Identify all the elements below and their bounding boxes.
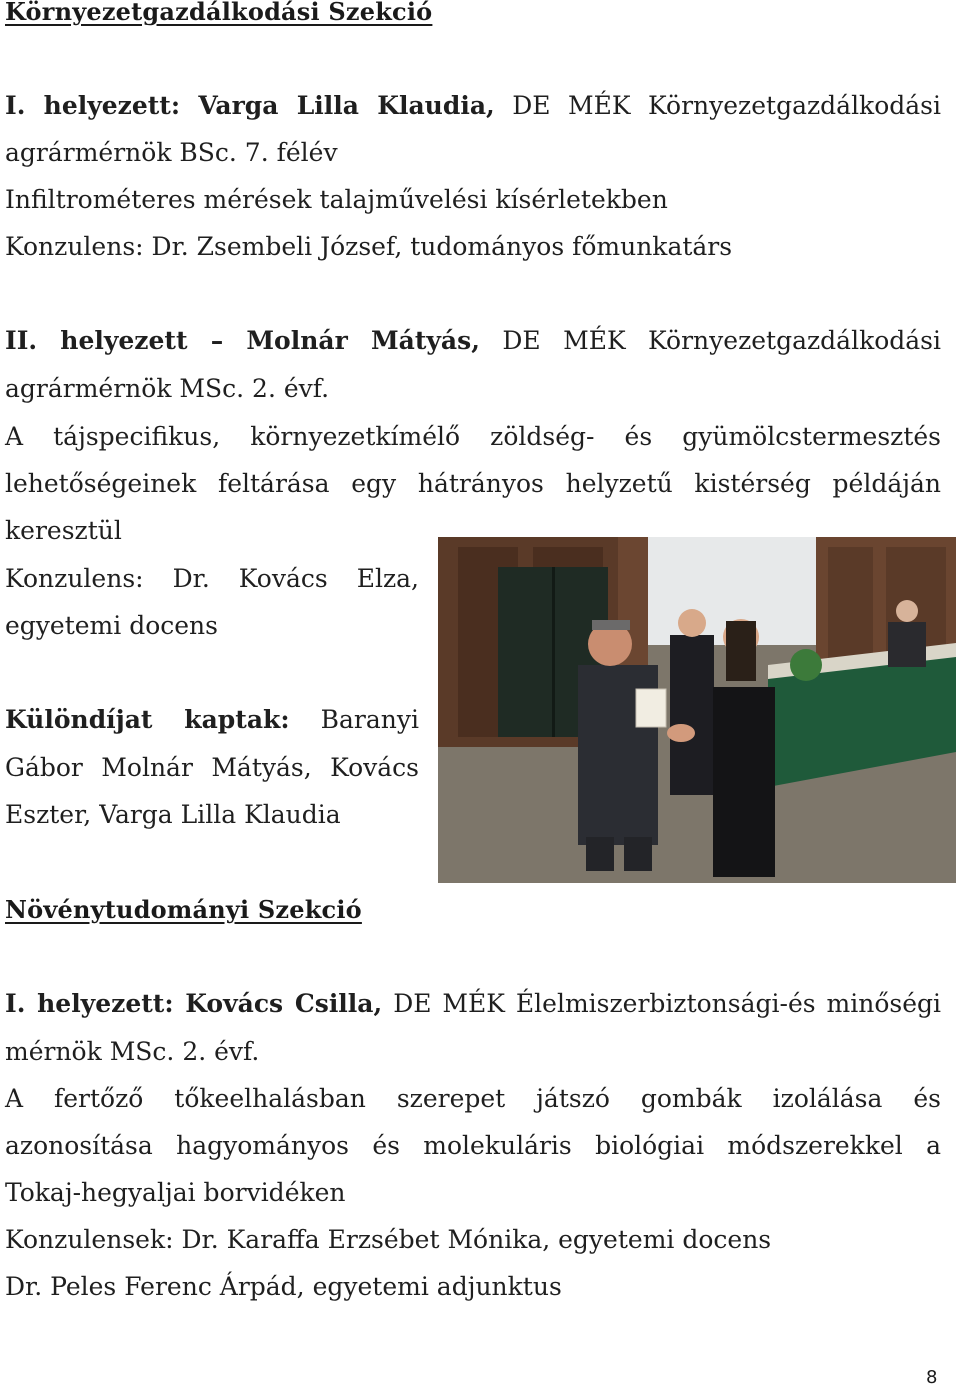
env-second-consultant-l1: Konzulens: Dr. Kovács Elza, bbox=[5, 564, 419, 593]
env-second-lead-rest: DE MÉK Környezetgazdálkodási bbox=[502, 326, 942, 355]
env-special-l3: Eszter, Varga Lilla Klaudia bbox=[5, 800, 341, 829]
plant-first-title-l3: Tokaj-hegyaljai borvidéken bbox=[5, 1178, 346, 1207]
env-first-title: Infiltrométeres mérések talajművelési kísérletekben bbox=[5, 185, 668, 214]
award-ceremony-photo bbox=[438, 537, 956, 883]
plant-first-consultant-l1: Konzulensek: Dr. Karaffa Erzsébet Mónika, egyetemi docens bbox=[5, 1225, 772, 1254]
plant-first-title-l2: azonosítása hagyományos és molekuláris biológiai módszerekkel a bbox=[5, 1131, 941, 1160]
section-heading-plant: Növénytudományi Szekció bbox=[5, 895, 362, 924]
env-special-lead: Különdíjat kaptak: bbox=[5, 705, 290, 734]
env-special-l1-rest: Baranyi bbox=[320, 705, 419, 734]
env-first-line2: agrármérnök BSc. 7. félév bbox=[5, 138, 338, 167]
plant-first-lead-line bbox=[5, 988, 941, 1020]
plant-first-line2: mérnök MSc. 2. évf. bbox=[5, 1037, 260, 1066]
plant-first-title-l1: A fertőző tőkeelhalásban szerepet játszó gombák izolálása és bbox=[5, 1084, 941, 1113]
env-first-lead-line bbox=[5, 90, 941, 122]
env-first-consultant: Konzulens: Dr. Zsembeli József, tudományos főmunkatárs bbox=[5, 232, 733, 261]
env-second-lead: II. helyezett – Molnár Mátyás, bbox=[5, 326, 480, 355]
env-special-l1 bbox=[5, 704, 419, 736]
env-first-lead-rest: DE MÉK Környezetgazdálkodási bbox=[512, 91, 941, 120]
env-second-lead-line bbox=[5, 325, 941, 357]
env-second-title-l3: keresztül bbox=[5, 516, 122, 545]
plant-first-lead-rest: DE MÉK Élelmiszerbiztonsági-és minőségi bbox=[393, 989, 942, 1018]
plant-first-consultant-l2: Dr. Peles Ferenc Árpád, egyetemi adjunktus bbox=[5, 1272, 562, 1301]
page-number: 8 bbox=[926, 1367, 938, 1388]
plant-first-lead: I. helyezett: Kovács Csilla, bbox=[5, 989, 383, 1018]
env-special-l2: Gábor Molnár Mátyás, Kovács bbox=[5, 753, 419, 782]
env-second-consultant-l2: egyetemi docens bbox=[5, 611, 218, 640]
env-first-lead: I. helyezett: Varga Lilla Klaudia, bbox=[5, 91, 495, 120]
env-second-title-l2: lehetőségeinek feltárása egy hátrányos helyzetű kistérség példáján bbox=[5, 469, 941, 498]
env-second-title-l1: A tájspecifikus, környezetkímélő zöldség- és gyümölcstermesztés bbox=[5, 422, 941, 451]
env-second-line2: agrármérnök MSc. 2. évf. bbox=[5, 374, 330, 403]
section-heading-env: Környezetgazdálkodási Szekció bbox=[5, 0, 433, 26]
